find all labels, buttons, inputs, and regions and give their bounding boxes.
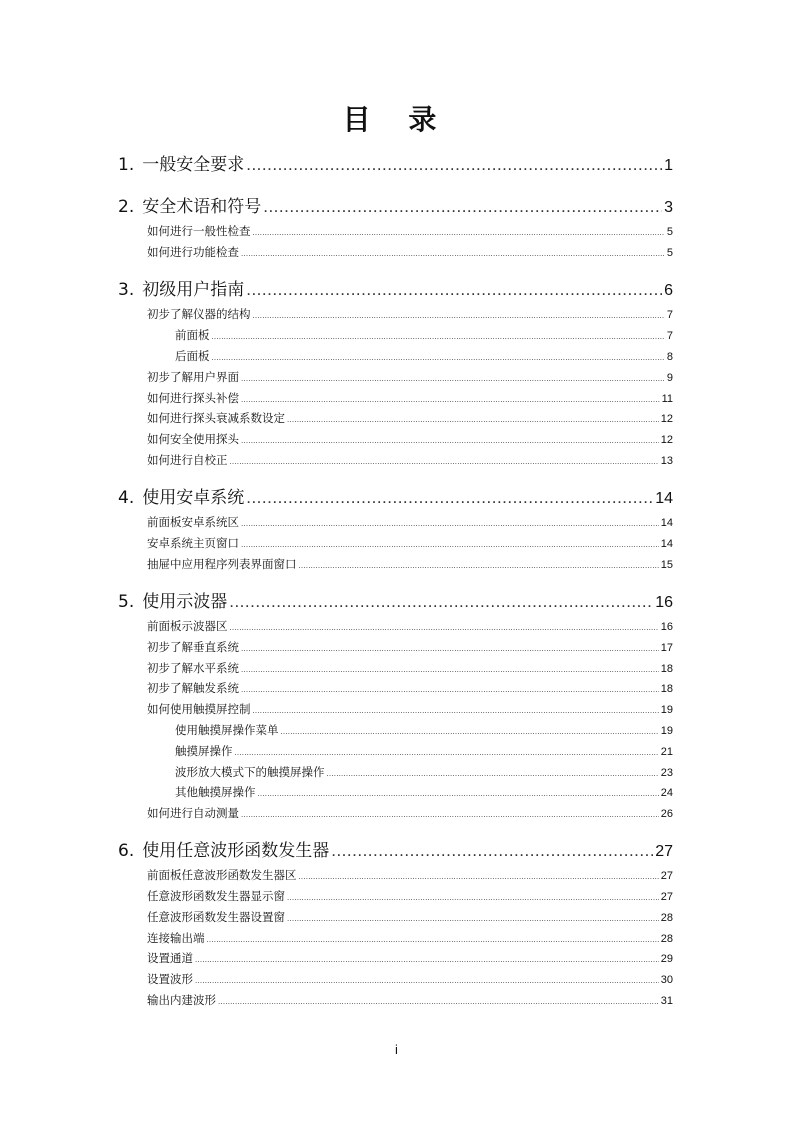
toc-dot-leader bbox=[299, 561, 659, 570]
toc-entry-label: 触摸屏操作 bbox=[175, 744, 233, 758]
toc-entry[interactable] bbox=[175, 784, 673, 800]
toc-entry-page: 30 bbox=[660, 974, 673, 986]
toc-entry-page: 15 bbox=[660, 559, 673, 571]
toc-entry-number: 3. bbox=[118, 280, 135, 300]
toc-entry-page: 6 bbox=[664, 282, 673, 299]
toc-entry-label: 后面板 bbox=[175, 349, 210, 363]
toc-entry[interactable] bbox=[118, 587, 673, 612]
toc-entry-label: 如何进行探头衰减系数设定 bbox=[147, 411, 285, 425]
toc-dot-leader bbox=[241, 436, 659, 445]
toc-entry-label: 波形放大模式下的触摸屏操作 bbox=[175, 765, 325, 779]
toc-entry-label: 如何进行一般性检查 bbox=[147, 224, 251, 238]
toc-entry-number: 2. bbox=[118, 197, 135, 217]
toc-entry[interactable] bbox=[147, 805, 673, 821]
toc-entry[interactable] bbox=[147, 369, 673, 385]
toc-entry-page: 5 bbox=[666, 247, 673, 259]
toc-dot-leader bbox=[263, 197, 662, 217]
toc-entry-page: 29 bbox=[660, 953, 673, 965]
toc-entry-label: 安全术语和符号 bbox=[142, 197, 262, 217]
toc-entry-label: 一般安全要求 bbox=[142, 155, 245, 175]
toc-dot-leader bbox=[241, 644, 659, 653]
toc-entry-label: 初步了解垂直系统 bbox=[147, 640, 239, 654]
toc-entry-label: 如何进行探头补偿 bbox=[147, 391, 239, 405]
toc-entry-label: 前面板安卓系统区 bbox=[147, 515, 239, 529]
toc-entry-number: 6. bbox=[118, 841, 135, 861]
toc-entry[interactable] bbox=[175, 348, 673, 364]
toc-entry[interactable] bbox=[147, 660, 673, 676]
toc-dot-leader bbox=[241, 249, 665, 258]
toc-entry[interactable] bbox=[118, 150, 673, 175]
toc-entry-label: 任意波形函数发生器设置窗 bbox=[147, 910, 285, 924]
toc-entry-page: 19 bbox=[660, 704, 673, 716]
toc-dot-leader bbox=[299, 872, 659, 881]
toc-entry-label: 如何安全使用探头 bbox=[147, 432, 239, 446]
toc-dot-leader bbox=[212, 353, 665, 362]
toc-entry-page: 8 bbox=[666, 351, 673, 363]
toc-entry-page: 27 bbox=[655, 843, 673, 860]
toc-entry[interactable] bbox=[175, 764, 673, 780]
toc-entry[interactable] bbox=[147, 514, 673, 530]
toc-entry-label: 其他触摸屏操作 bbox=[175, 785, 256, 799]
toc-entry-label: 如何进行自校正 bbox=[147, 453, 228, 467]
toc-entry-number: 1. bbox=[118, 155, 135, 175]
toc-entry-page: 14 bbox=[660, 538, 673, 550]
toc-entry-page: 12 bbox=[660, 413, 673, 425]
toc-dot-leader bbox=[235, 748, 659, 757]
toc-entry-label: 任意波形函数发生器显示窗 bbox=[147, 889, 285, 903]
toc-entry-page: 5 bbox=[666, 226, 673, 238]
toc-entry-label: 初步了解触发系统 bbox=[147, 681, 239, 695]
toc-entry[interactable] bbox=[147, 909, 673, 925]
toc-entry-label: 初步了解用户界面 bbox=[147, 370, 239, 384]
toc-dot-leader bbox=[246, 488, 653, 508]
toc-dot-leader bbox=[246, 155, 662, 175]
toc-entry-label: 设置通道 bbox=[147, 951, 193, 965]
toc-entry-page: 9 bbox=[666, 372, 673, 384]
toc-dot-leader bbox=[253, 228, 665, 237]
toc-entry-label: 如何使用触摸屏控制 bbox=[147, 702, 251, 716]
toc-dot-leader bbox=[195, 955, 659, 964]
toc-entry-number: 4. bbox=[118, 488, 135, 508]
toc-dot-leader bbox=[331, 841, 653, 861]
toc-entry-number: 5. bbox=[118, 592, 135, 612]
toc-entry[interactable] bbox=[147, 244, 673, 260]
toc-dot-leader bbox=[241, 519, 659, 528]
toc-entry-page: 27 bbox=[660, 870, 673, 882]
toc-entry[interactable] bbox=[147, 992, 673, 1008]
toc-entry-page: 31 bbox=[660, 995, 673, 1007]
toc-entry[interactable] bbox=[147, 306, 673, 322]
toc-entry-page: 11 bbox=[661, 393, 673, 405]
toc-entry-page: 26 bbox=[660, 808, 673, 820]
toc-entry[interactable] bbox=[147, 867, 673, 883]
toc-entry-page: 24 bbox=[660, 787, 673, 799]
page-title: 目 录 bbox=[342, 103, 451, 136]
toc-dot-leader bbox=[212, 332, 665, 341]
toc-dot-leader bbox=[287, 415, 659, 424]
toc-entry-label: 初级用户指南 bbox=[142, 280, 245, 300]
toc-entry-page: 17 bbox=[660, 642, 673, 654]
toc-dot-leader bbox=[287, 914, 659, 923]
toc-entry-label: 抽屉中应用程序列表界面窗口 bbox=[147, 557, 297, 571]
toc-entry-page: 7 bbox=[666, 309, 673, 321]
toc-dot-leader bbox=[230, 457, 659, 466]
toc-dot-leader bbox=[258, 789, 659, 798]
toc-entry-label: 使用安卓系统 bbox=[142, 488, 245, 508]
toc-entry-label: 安卓系统主页窗口 bbox=[147, 536, 239, 550]
toc-entry-page: 3 bbox=[664, 199, 673, 216]
toc-entry-page: 7 bbox=[666, 330, 673, 342]
toc-entry-label: 如何进行自动测量 bbox=[147, 806, 239, 820]
toc-entry[interactable] bbox=[118, 275, 673, 300]
toc-dot-leader bbox=[246, 280, 662, 300]
toc-entry-page: 14 bbox=[660, 517, 673, 529]
toc-entry-label: 如何进行功能检查 bbox=[147, 245, 239, 259]
toc-entry-label: 初步了解仪器的结构 bbox=[147, 307, 251, 321]
toc-dot-leader bbox=[218, 997, 659, 1006]
toc-entry-page: 18 bbox=[660, 683, 673, 695]
toc-entry[interactable] bbox=[118, 836, 673, 861]
toc-entry-page: 1 bbox=[664, 157, 673, 174]
toc-dot-leader bbox=[241, 540, 659, 549]
toc-entry[interactable] bbox=[147, 410, 673, 426]
toc-entry-label: 初步了解水平系统 bbox=[147, 661, 239, 675]
toc-entry[interactable] bbox=[147, 556, 673, 572]
toc-entry[interactable] bbox=[175, 743, 673, 759]
toc-entry-label: 连接输出端 bbox=[147, 931, 205, 945]
toc-dot-leader bbox=[241, 665, 659, 674]
toc-dot-leader bbox=[287, 893, 659, 902]
toc-entry-label: 前面板 bbox=[175, 328, 210, 342]
toc-entry[interactable] bbox=[147, 930, 673, 946]
toc-entry[interactable] bbox=[147, 452, 673, 468]
toc-entry-page: 16 bbox=[660, 621, 673, 633]
toc-entry-label: 设置波形 bbox=[147, 972, 193, 986]
toc-entry[interactable] bbox=[147, 223, 673, 239]
toc-dot-leader bbox=[195, 976, 659, 985]
toc-entry[interactable] bbox=[118, 483, 673, 508]
toc-entry-page: 16 bbox=[655, 594, 673, 611]
toc-entry-page: 13 bbox=[660, 455, 673, 467]
toc-entry[interactable] bbox=[147, 701, 673, 717]
toc-dot-leader bbox=[253, 311, 665, 320]
toc-entry[interactable] bbox=[147, 535, 673, 551]
toc-entry-page: 23 bbox=[660, 767, 673, 779]
toc-dot-leader bbox=[241, 810, 659, 819]
toc-dot-leader bbox=[241, 685, 659, 694]
toc-entry[interactable] bbox=[118, 192, 673, 217]
toc-entry[interactable] bbox=[147, 888, 673, 904]
toc-entry-label: 前面板任意波形函数发生器区 bbox=[147, 868, 297, 882]
toc-entry-page: 14 bbox=[655, 490, 673, 507]
toc-entry-page: 12 bbox=[660, 434, 673, 446]
toc-entry-label: 使用示波器 bbox=[142, 592, 228, 612]
toc-entry-label: 输出内建波形 bbox=[147, 993, 216, 1007]
toc-entry-page: 28 bbox=[660, 912, 673, 924]
toc-dot-leader bbox=[230, 623, 659, 632]
toc-entry[interactable] bbox=[147, 680, 673, 696]
toc-entry-page: 27 bbox=[660, 891, 673, 903]
toc-entry[interactable] bbox=[147, 431, 673, 447]
page-number: i bbox=[395, 1042, 398, 1057]
toc-entry[interactable] bbox=[175, 722, 673, 738]
toc-entry-page: 28 bbox=[660, 933, 673, 945]
toc-dot-leader bbox=[229, 592, 653, 612]
toc-dot-leader bbox=[253, 706, 659, 715]
toc-entry-page: 21 bbox=[660, 746, 673, 758]
toc-dot-leader bbox=[327, 769, 659, 778]
toc-entry[interactable] bbox=[175, 327, 673, 343]
toc-dot-leader bbox=[241, 374, 665, 383]
toc-entry[interactable] bbox=[147, 971, 673, 987]
toc-entry[interactable] bbox=[147, 950, 673, 966]
toc-dot-leader bbox=[281, 727, 659, 736]
toc-entry-label: 使用任意波形函数发生器 bbox=[142, 841, 330, 861]
toc-entry[interactable] bbox=[147, 618, 673, 634]
toc-entry-label: 前面板示波器区 bbox=[147, 619, 228, 633]
toc-dot-leader bbox=[241, 395, 660, 404]
toc-dot-leader bbox=[207, 935, 659, 944]
toc-entry[interactable] bbox=[147, 639, 673, 655]
toc-entry-page: 18 bbox=[660, 663, 673, 675]
toc-entry-label: 使用触摸屏操作菜单 bbox=[175, 723, 279, 737]
toc-entry-page: 19 bbox=[660, 725, 673, 737]
toc-entry[interactable] bbox=[147, 390, 673, 406]
